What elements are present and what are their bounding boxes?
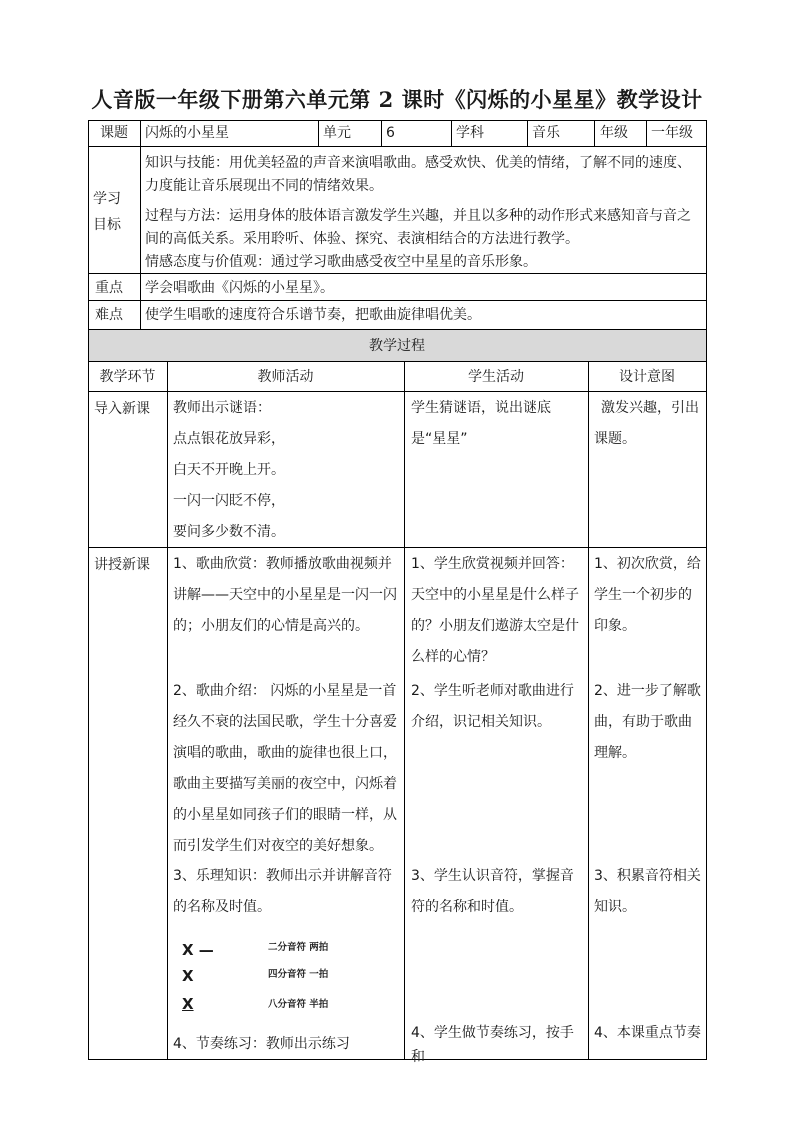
unit-value: 6 — [386, 125, 395, 141]
stage-lecture: 讲授新课 — [94, 557, 150, 573]
table-border — [167, 361, 168, 1060]
process-header: 教学过程 — [369, 338, 425, 354]
teacher-intro-line: 要问多少数不清。 — [173, 524, 285, 540]
table-border — [527, 120, 528, 147]
objective-process: 过程与方法：运用身体的肢体语言激发学生兴趣，并且以多种的动作形式来感知音与音之间的高低关系。采用聆听、体验、探究、表演相结合的方法进行教学。 — [145, 208, 691, 247]
intent-lecture-1: 1、初次欣赏，给学生一个初步的印象。 — [594, 556, 701, 634]
table-border — [140, 120, 141, 147]
column-header-stage: 教学环节 — [99, 369, 156, 385]
teacher-lecture-3: 3、乐理知识：教师出示并讲解音符的名称及时值。 — [173, 868, 392, 915]
difficulty-text: 使学生唱歌的速度符合乐谱节奏，把歌曲旋律唱优美。 — [145, 307, 481, 323]
difficulty-label: 难点 — [95, 307, 123, 323]
table-border — [706, 120, 707, 1060]
table-border — [451, 120, 452, 147]
stage-intro: 导入新课 — [94, 401, 150, 417]
intent-lecture-2: 2、进一步了解歌曲，有助于歌曲理解。 — [594, 683, 701, 761]
table-border — [88, 329, 707, 330]
half-note-symbol: X — — [182, 941, 214, 959]
student-lecture-1: 1、学生欣赏视频并回答：天空中的小星星是什么样子的？小朋友们遨游太空是什么样的心情？ — [411, 556, 579, 665]
table-border — [140, 146, 141, 330]
key-point-label: 重点 — [95, 280, 123, 296]
table-border — [88, 1059, 707, 1060]
eighth-note-label: 八分音符 半拍 — [268, 999, 329, 1010]
intent-intro: 激发兴趣，引出课题。 — [594, 400, 699, 447]
table-border — [88, 120, 89, 1060]
column-header-teacher: 教师活动 — [257, 369, 314, 385]
subject-label: 学科 — [456, 125, 484, 141]
table-border — [88, 361, 707, 362]
table-border — [404, 361, 405, 1060]
teacher-lecture-1: 1、歌曲欣赏：教师播放歌曲视频并讲解——天空中的小星星是一闪一闪的；小朋友们的心情是高兴的。 — [173, 556, 397, 634]
student-lecture-2: 2、学生听老师对歌曲进行介绍，识记相关知识。 — [411, 683, 574, 730]
teacher-intro-line: 一闪一闪眨不停， — [173, 493, 285, 509]
teacher-lecture-2: 2、歌曲介绍： 闪烁的小星星是一首经久不衰的法国民歌，学生十分喜爱演唱的歌曲，歌曲的旋律也很上口，歌曲主要描写美丽的夜空中，闪烁着的小星星如同孩子们的眼睛一样，从而引发学生们对夜空的美好想象。 — [173, 683, 397, 854]
objective-emotion: 情感态度与价值观：通过学习歌曲感受夜空中星星的音乐形象。 — [145, 254, 537, 270]
table-border — [381, 120, 382, 147]
table-border — [646, 120, 647, 147]
teacher-intro-line: 白天不开晚上开。 — [173, 462, 285, 478]
student-lecture-3: 3、学生认识音符，掌握音符的名称和时值。 — [411, 868, 574, 915]
half-note-label: 二分音符 两拍 — [268, 942, 329, 953]
objectives-label: 学习目标 — [93, 191, 121, 233]
table-border — [88, 300, 707, 301]
quarter-note-symbol: X — [182, 967, 194, 985]
eighth-note-symbol: X — [182, 995, 194, 1013]
document-title: 人音版一年级下册第六单元第 2 课时《闪烁的小星星》教学设计 — [91, 87, 703, 112]
key-point-text: 学会唱歌曲《闪烁的小星星》。 — [145, 280, 334, 296]
student-intro: 学生猜谜语，说出谜底是“星星” — [411, 400, 551, 447]
intent-lecture-3: 3、积累音符相关知识。 — [594, 868, 701, 915]
unit-label: 单元 — [323, 125, 351, 141]
intent-lecture-4: 4、本课重点节奏 — [594, 1025, 701, 1041]
subject-value: 音乐 — [532, 125, 560, 141]
student-lecture-4: 4、学生做节奏练习，按手和 — [411, 1025, 574, 1065]
column-header-student: 学生活动 — [468, 369, 524, 385]
teacher-lecture-4: 4、节奏练习：教师出示练习 — [173, 1036, 350, 1052]
table-border — [318, 120, 319, 147]
table-border — [88, 146, 707, 147]
objective-knowledge: 知识与技能：用优美轻盈的声音来演唱歌曲。感受欢快、优美的情绪，了解不同的速度、力度能让音乐展现出不同的情绪效果。 — [145, 155, 691, 194]
course-label: 课题 — [100, 125, 128, 141]
table-border — [88, 391, 707, 392]
table-border — [594, 120, 595, 147]
teacher-intro-line: 教师出示谜语： — [173, 400, 271, 416]
table-border — [588, 361, 589, 1060]
grade-label: 年级 — [600, 125, 628, 141]
course-value: 闪烁的小星星 — [145, 125, 229, 141]
grade-value: 一年级 — [651, 125, 693, 141]
quarter-note-label: 四分音符 一拍 — [268, 969, 329, 980]
teacher-intro-line: 点点银花放异彩， — [173, 431, 285, 447]
column-header-intent: 设计意图 — [619, 369, 675, 385]
